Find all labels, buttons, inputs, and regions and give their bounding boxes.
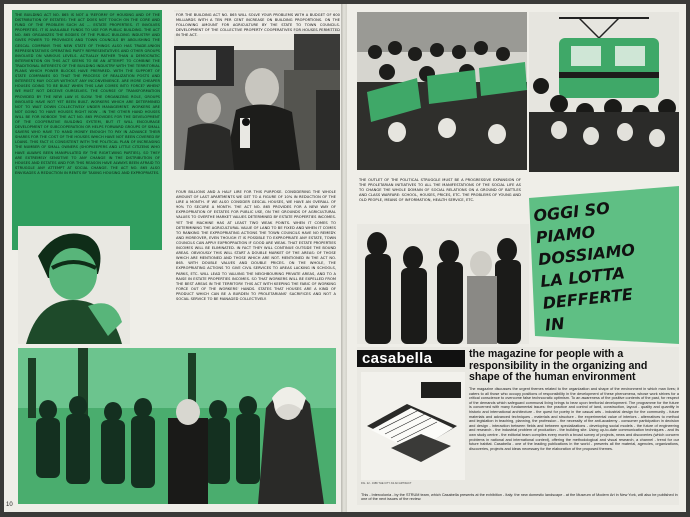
riot-police-photo (18, 348, 336, 504)
poster-line: PIAMO DOSSIAMO (534, 222, 636, 270)
politician-photo-graphic (174, 10, 340, 170)
train-crowd-graphic (529, 12, 679, 172)
ad-footer: This - Intercolonia - by the STRUM team, which Casabella presents at the exhibition - Italy: the new domestic landscape - at the Museum of Modern Art in New York, will also be published in one of the next issues of the review. (361, 493, 678, 502)
right-page (347, 4, 686, 512)
poster-line: OGGI SO (532, 198, 611, 226)
middle-text-column: FOUR BILLIONS AND A HALF LIRE FOR THIS PURPOSE. CONSIDERING THE WHOLE AMOUNT OF LAST APARTMENTS WE GET TO A FIGURE OF 10% IN REDUCTION OF THE LIRE A MONTH. IF WE ALSO CONSIDER GESCAL HOUSES, WE HAVE AN OVERALL OF 90% TO SECURE A MONTH. THE ACT NO. 865 PROVIDES FOR A NEW WAY OF EXPROPRIATION OF ESTATES FOR PUBLIC USE, ON THE GROUNDS OF AGRICULTURAL VALUES TO OVERTHE MARKET VALUES DETERMINED BY ESTATE PROPERTIES INCOMES. YET THE MACHINE HAS AT LEAST TWO WEAK POINTS. WHEN IT COMES TO DETERMINING THE AGRICULTURAL VALUE OF LAND TO BE FIXED AND WHEN IT COMES TO RANKING THE EXPROPRIATING ACTIONS THE TOWN COUNCILS HAVE NO REMEDY. AND MOREOVER, EVEN THOUGH IT IS POSSIBLE TO EXPROPRIATE ANY ESTATE, TOWN COUNCILS CAN APPLY EXPROPRIATION IF GOOD ARE WEAK. THAT ESTATE PROPERTIES INCOMES WILL BE ELIMINATED. IN FACT THEY WILL CONTINUE OUTSIDE THE BOUND AREAS. OBVIOUSLY THIS WILL START A DOUBLE MARKET OF THE AREAS: OF THOSE WHICH ARE MENTIONED AND THOSE WHICH ARE NOT. MENTIONED IN THE ACT NO. 865. WITH DOUBLE VALUES AND DOUBLE PRICES. ON THE WHOLE, THE EXPROPRIATING ACTIONS TO GIVE CIVIL SERVICES TO AREAS LACKING IN SCHOOLS, PARKS, ETC. WILL LEAD TO VALUING THE NEIGHBOURING PRIVATE AREAS, AND TO A RAISE IN ESTATE PROPERTIES INCOMES. SO THAT WORKERS WILL BE EXPELLED FROM THE BEST AREAS IN THE TERRITORY. THIS ACT WITH KEEPING THE FABIC OF WORKING FORCE OUT OF THE WORKERS' HANDS. STATES THAT HOUSES ARE A KIND OF PRODUCT WHICH CAN BE A BURDEN TO PROLETARIANS' SACRIFICES AND NOT A SOCIAL SERVICE TO BE MANAGED COLLECTIVELY. (176, 190, 336, 301)
top-right-text: FOR THE BUILDING ACT NO. 865 WILL SOLVE YOUR PROBLEMS WITH A BUDGET OF 600 MILLIARDS WITH A TEN PER CENT INCREASE ON BUILDING PROPORTIONS. ON THE FOLLOWING AMOUNT FOR AGRICULTURE BY THE STATE TO TOWN COUNCILS. DEVELOPMENT OF THE COLLECTIVE PROPERTY COOPERATIVES FOR HOUSES PERMITTED IN THE ACT. (176, 13, 340, 38)
ad-body: The magazine discusses the urgent themes related to the organization and shape of the environment in which man lives; it caters to all those who occupy positions of responsibility in the development of these phenomena, whose work strives for a critical conscience to overcome false technocratic optimism. To an awareness of the positive contents of the past, for respect of the demands which safeguard communal living brings to bear upon territorial development. The programme for the future is concerned with many fundamental issues: the practice and control of land, construction, layout - quality and quantity in historic and international architecture - the quest for poetry in the casual arts - industrial design for the community - future materials and advanced techniques - materials and structure - the experimental value of interiors - alternatives to method and legislation in teaching, planning, the profession - the necessity of the anti-academy - consumer participation in decision and design - interaction between fields and between specializations - developing social models - the future of engineering and research - the industrial problem of production - the building site. Using up-to-date communication techniques - and its own study centre - the editorial team compiles every month a broad survey of projects, news and discoveries (which concern problems in national and international context), offering the methodological and visual research, a channel - trend for our future habitat. Casabella - one of the leading publications in the world - presents all the material, agencies, organizations, discoveries, projects and ideas necessary for the elaboration of the proposed themes. (469, 387, 679, 451)
riot-police-graphic (18, 348, 336, 504)
group-graphic (357, 224, 531, 344)
politician-photo (174, 10, 340, 170)
left-page (4, 4, 342, 512)
man-portrait-graphic (18, 226, 130, 344)
group-photo (357, 224, 531, 344)
demonstration-graphic (357, 12, 527, 170)
poster-line: LA LOTTA (539, 263, 626, 291)
page-number-left: 10 (6, 502, 13, 508)
left-text-column: THE BUILDING ACT NO. 865 IS NOT A 'REFORM' OF HOUSING AND OF THE DISTRIBUTION OF ESTATES: THE ACT DOES NOT TOUCH ON THE CORE AND FUND OF THE PROBLEM SUCH AS ... ESTATE PROPERTIES. IT INVOLVES PROPERTIES. IT IS AVAILABLE FUNDS TO USE FOR PUBLIC BUILDING. THE ACT NO. 865 ORGANIZES THE BODIES OF THE PUBLIC BUILDING INDUSTRY AND GIVES POWER TO PROVINCES AND TOWN COUNCILS BY ABOLISHING THE GESCAL COMPANY. THIS NEW STATE OF THINGS ALSO HAS TRADE-UNION REPRESENTATIVES OPERATING PARTY REPRESENTATIVES AND OTHER GROUPS INVOLVED ON VARIOUS LEVELS. ACTUALLY RATHER THAN A DEMOCRATIC INTERVENTION ON THIS ACT SEEMS TO BE AN ATTEMPT TO COMBINE THE TRADITIONAL INTERESTS OF THE BUILDING INDUSTRY WITH THE TERRITORIAL PLANS WHICH POWER BLOCKS HAVE PREPARED. WITH THE SUPPORT OF STATE COMPANIES SO THAT THE PROCESS OF REALIZATION POSTS AND INTERESTS MAY OCCUR WITHOUT ANY INCONVENIENCE. ARE MORE CHEAPER HOUSES GOING TO BE BUILT WHEN THIS LAW COMES INTO FORCE? WHEN? WE MUST NOT DECEIVE OURSELVES. THE COURSE OF TRANSFORMATION PROVIDED BY THE NEW LAW IS SLOW. THE ORGANIZING ROLE, GROUPS INVOLVED HAVE NOT YET BEEN BUILT. WORKERS WHICH ARE DETERMINED NOT TO WAIT DOWN COLLECTIVELY UNDER MANAGEMENT. WORKERS ARE NOT GOING TO HAVE HOUSES RIGHT NOW - IN THE OTHER HAND HOUSES WILL BE FOR NOBODY. THE ACT NO. 865 PROVIDES FOR THE DEVELOPMENT OF THE COOPERATIVE BUILDING SYSTEM, BUT IT WILL ENCOURAGE DEVELOPMENT OF SUBCOOPERATION OR HELPS FORWARD GROUPS OF SMALL SAVERS WHO HAVE TO HAND MONEY ENOUGH TO PAY IN ADVANCE THEIR SHARES FOR THE COST OF THE HOUSES WHICH HAVE NOT BEEN COVERED BY LOANS. THIS FACT IS CONSISTENT WITH THE POLITICAL PLAN OF INCREASING THE NUMBER OF SMALL OWNERS (SHOPKEEPERS AND LITTLE CITIZENS WHO HAVE ALWAYS BEEN MANIPULATED BY THE RIGHT-WING PARTIES). SO THEY ARE EXTREMELY SENSITIVE TO ANY CHANGE IN THE DISTRIBUTION OF HOUSES AND ESTATES AND FOR THIS REASON HAVE ALWAYS BEEN AFRAID TO STRUGGLE ANY ATTEMPT AT SOCIAL CHANGE. THE ACT NO. 865 ALSO ENVISAGES A REDUCTION IN RENTS BY TAXING HOUSING AND EXPROPRIATES. (15, 13, 160, 175)
casabella-ad (357, 347, 679, 505)
right-text-column: THE OUTLET OF THE POLITICAL STRUGGLE MUST BE A PROGRESSIVE EXPANSION OF THE PROLETARIAN INITIATIVES TO ALL THE MANIFESTATIONS OF THE SOCIAL LIFE AS TO CHANGE THE WHOLE DOMAIN OF SOCIAL RELATIONS ON A GROUND OF BATTLES AND CLASS WARFARE: SCHOOL, HOUSES, PRICES, ETC. THE PROBLEMS OF YOUNG AND OLD PEOPLE, MEANS OF INFORMATION, HEALTH SERVICE, ETC. (359, 178, 521, 203)
protest-poster (529, 186, 679, 344)
poster-line: DEFFERTE (541, 284, 634, 313)
ad-architecture-graphic (361, 372, 465, 480)
poster-line: IN (544, 313, 566, 335)
ad-headline: the magazine for people with a responsibility in the organizing and shape of the human environment (469, 348, 648, 383)
ad-architecture-image (361, 372, 465, 480)
train-crowd-photo (529, 12, 679, 172)
demonstration-photo (357, 12, 527, 170)
poster-text (532, 191, 681, 336)
casabella-logo: casabella (357, 350, 465, 367)
man-portrait-photo (18, 226, 130, 344)
ad-image-caption: FIG. 22 - 1986 THE CITY AS AN ARTIFACT (361, 482, 412, 485)
